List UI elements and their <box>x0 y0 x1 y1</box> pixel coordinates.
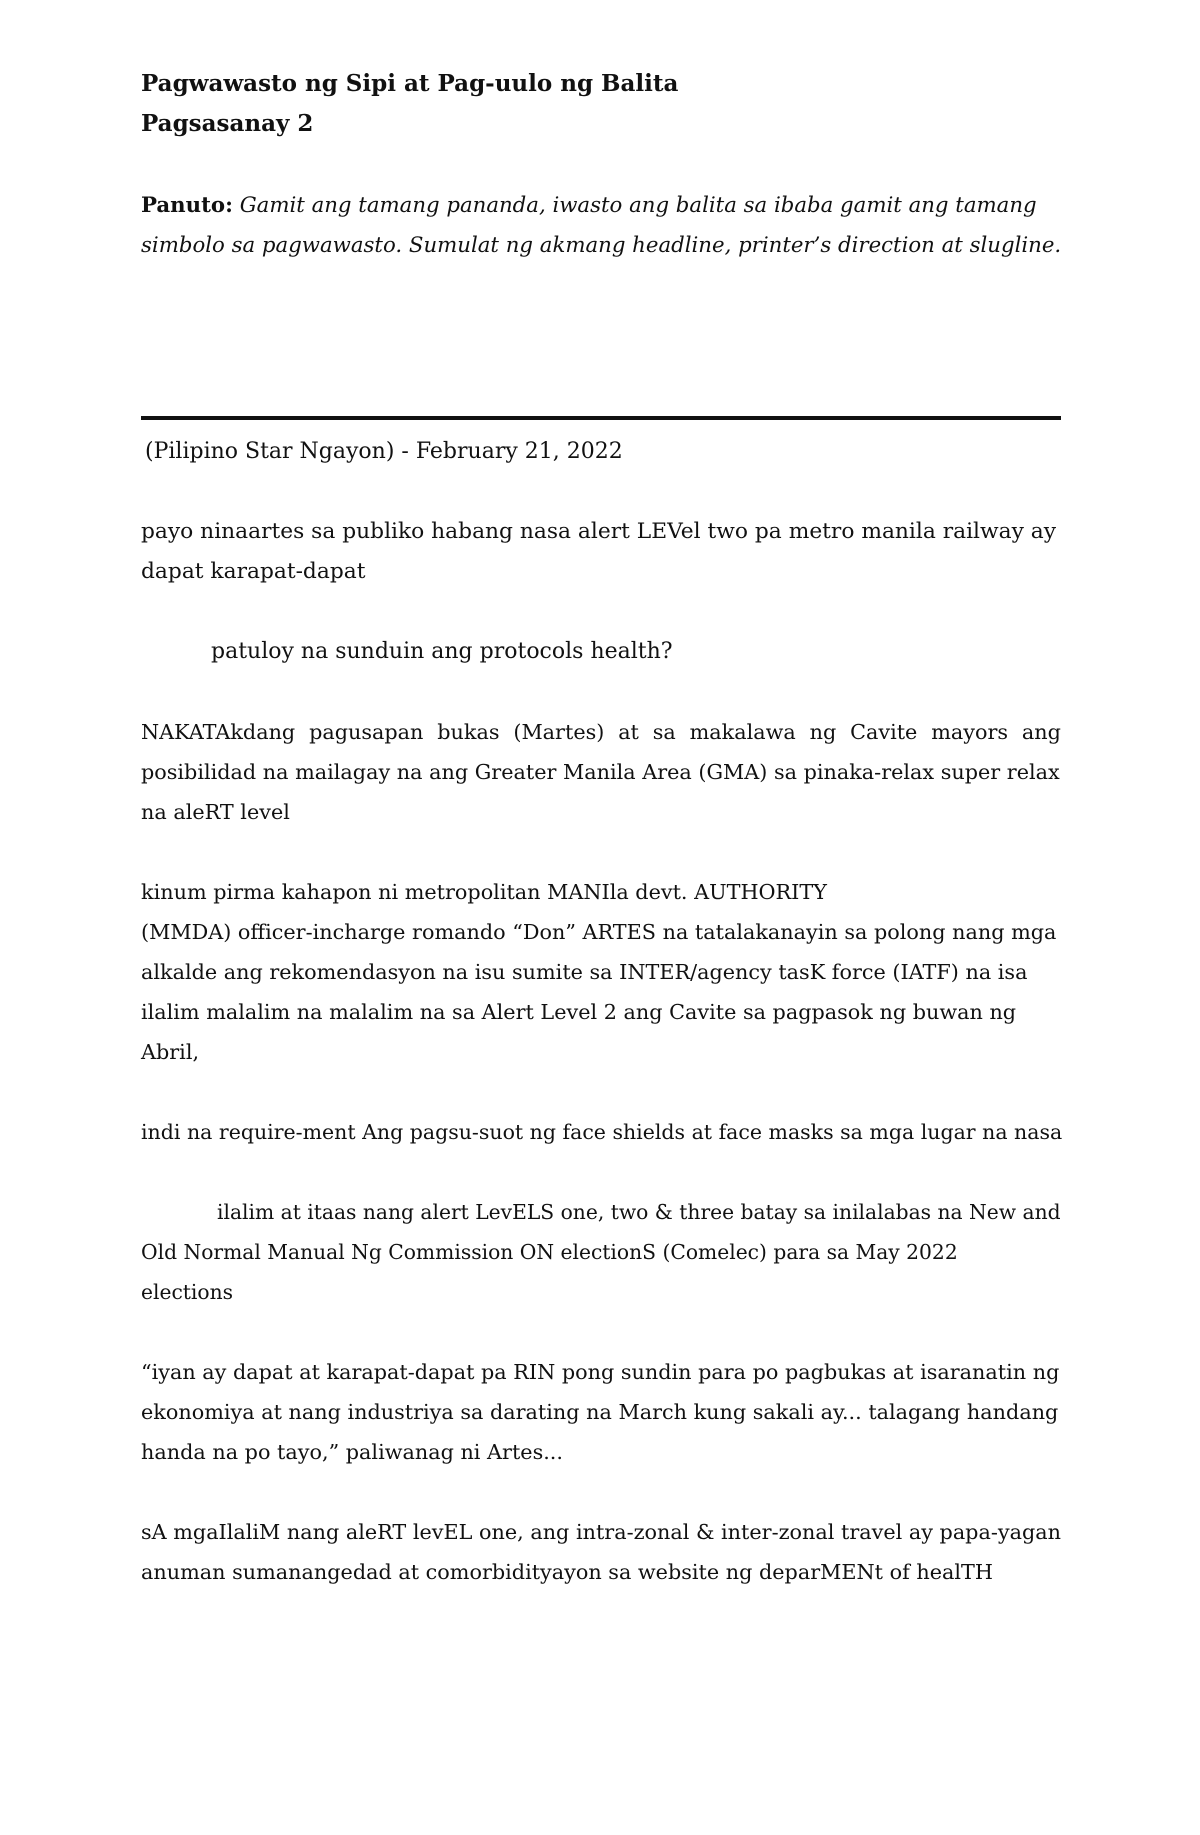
p3-word: (Martes) <box>513 720 605 744</box>
p4-line-2: (MMDA) officer-incharge romando “Don” ARTES na tatalakanayin sa polong nang mga <box>141 920 1057 944</box>
paragraph-4 <box>141 872 1061 1072</box>
p3-word: sa <box>652 720 676 744</box>
p3-word: NAKATAkdang <box>141 720 296 744</box>
paragraph-1 <box>141 512 1061 592</box>
p6-line-2: Old Normal Manual Ng Commission ON electionS (Comelec) para sa May 2022 <box>141 1240 958 1264</box>
p6-line-3: elections <box>141 1280 234 1304</box>
p8-line-2: anuman sumanangedad at comorbidityayon sa website ng deparMENt of healTH <box>141 1560 993 1584</box>
instructions-label: Panuto: <box>141 193 233 218</box>
p7-line-1: “iyan ay dapat at karapat-dapat pa RIN pong sundin para po pagbukas at isaranatin ng <box>141 1360 1060 1384</box>
p3-word: pagusapan <box>309 720 424 744</box>
p3-word: at <box>618 720 639 744</box>
p7-line-3: handa na po tayo,” paliwanag ni Artes... <box>141 1440 564 1464</box>
instructions <box>141 186 1061 266</box>
p3-line-1 <box>141 712 1061 752</box>
p5-line-1: indi na require-ment Ang pagsu-suot ng face shields at face masks sa mga lugar na nasa <box>141 1120 1063 1144</box>
p7-line-2: ekonomiya at nang industriya sa darating na March kung sakali ay... talagang handang <box>141 1400 1059 1424</box>
p3-word: bukas <box>437 720 500 744</box>
paragraph-5 <box>141 1112 1061 1152</box>
paragraph-6 <box>141 1192 1061 1312</box>
p3-line-3: na aleRT level <box>141 800 290 824</box>
article-source <box>141 432 1061 472</box>
p2-line-1: patuloy na sunduin ang protocols health? <box>211 639 673 664</box>
p8-line-1: sA mgaIlaliM nang aleRT levEL one, ang intra-zonal & inter-zonal travel ay papa-yagan <box>141 1520 1061 1544</box>
paragraph-3 <box>141 712 1061 832</box>
paragraph-8 <box>141 1512 1061 1592</box>
p3-line-2: posibilidad na mailagay na ang Greater Manila Area (GMA) sa pinaka-relax super relax <box>141 760 1060 784</box>
source-dateline: (Pilipino Star Ngayon) - February 21, 2022 <box>145 439 623 464</box>
instructions-text-1: Gamit ang tamang pananda, iwasto ang balita sa ibaba gamit ang tamang <box>239 193 1037 218</box>
divider-line <box>141 416 1061 420</box>
p4-line-1: kinum pirma kahapon ni metropolitan MANIla devt. AUTHORITY <box>141 880 827 904</box>
p3-word: ang <box>1021 720 1061 744</box>
p3-word: ng <box>809 720 837 744</box>
instructions-line-1 <box>141 186 1061 226</box>
p3-word: Cavite <box>850 720 918 744</box>
p6-line-1: ilalim at itaas nang alert LevELS one, two & three batay sa inilalabas na New and <box>217 1200 1061 1224</box>
p3-word: mayors <box>931 720 1009 744</box>
p4-line-3: alkalde ang rekomendasyon na isu sumite sa INTER/agency tasK force (IATF) na isa <box>141 960 1028 984</box>
p1-line-1: payo ninaartes sa publiko habang nasa alert LEVel two pa metro manila railway ay <box>141 519 1057 544</box>
p1-line-2: dapat karapat-dapat <box>141 559 366 584</box>
p4-line-4: ilalim malalim na malalim na sa Alert Level 2 ang Cavite sa pagpasok ng buwan ng <box>141 1000 1017 1024</box>
page-title: Pagwawasto ng Sipi at Pag-uulo ng Balita <box>141 70 679 97</box>
page-subtitle: Pagsasanay 2 <box>141 110 314 137</box>
p3-word: makalawa <box>689 720 796 744</box>
paragraph-2 <box>141 632 1061 672</box>
instructions-text-2: simbolo sa pagwawasto. Sumulat ng akmang headline, printer’s direction at slugline. <box>141 233 1062 258</box>
paragraph-7 <box>141 1352 1061 1472</box>
p4-line-5: Abril, <box>141 1040 200 1064</box>
